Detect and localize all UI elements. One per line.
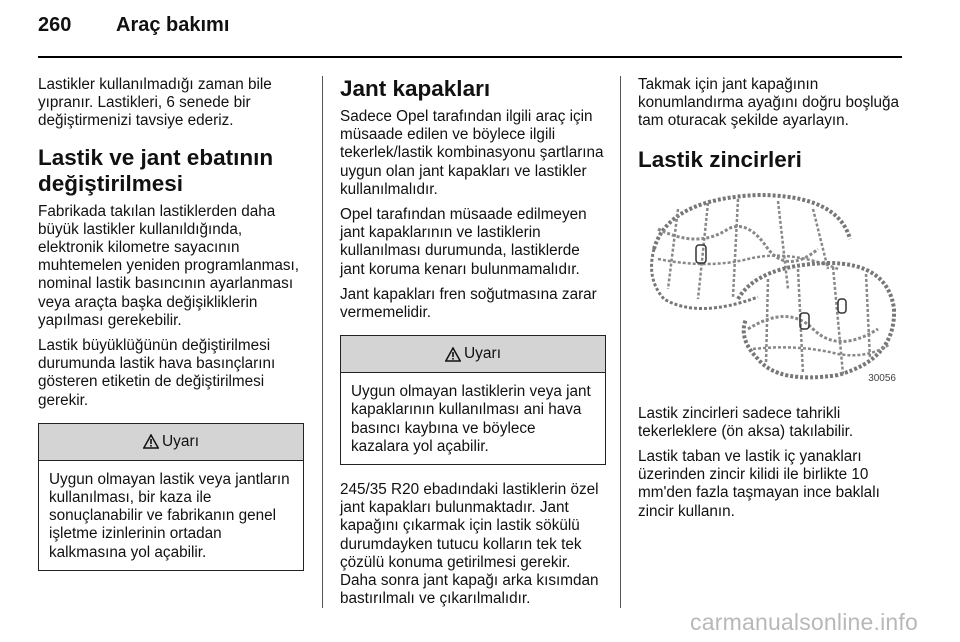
paragraph: Lastik zincirleri sadece tahrikli tekerleklere (ön aksa) takılabilir. bbox=[638, 404, 854, 440]
section-heading-wheel-covers: Jant kapakları bbox=[340, 76, 491, 101]
page-number: 260 bbox=[38, 14, 72, 36]
paragraph: Sadece Opel tarafından ilgili araç için müsaade edilen ve böylece ilgili tekerlek/lastik kombinasyonu şartlarına uygun olan jant kapakları ve lastikler kullanılmalıdır. bbox=[340, 108, 604, 198]
intro-paragraph: Lastikler kullanılmadığı zaman bile yıpranır. Lastikleri, 6 senede bir değiştirmenizi tavsiye ederiz. bbox=[38, 76, 272, 130]
warning-header bbox=[39, 424, 303, 461]
warning-text: Uygun olmayan lastik veya jantların kullanılması, bir kaza ile sonuçlanabilir ve fabrikanın genel işletme izinlerinin ortadan kalkmasına yol açabilir. bbox=[49, 470, 290, 561]
paragraph: Lastik büyüklüğünün değiştirilmesi durumunda lastik hava basınçlarını gösteren etiketin de değiştirilmesi gerekir. bbox=[38, 337, 276, 409]
section-heading-snow-chains: Lastik zincirleri bbox=[638, 146, 802, 172]
warning-title: Uyarı bbox=[463, 345, 502, 363]
column-1 bbox=[38, 76, 304, 571]
warning-box bbox=[38, 423, 304, 571]
figure-code: 30056 bbox=[868, 373, 896, 385]
watermark: carmanualsonline.info bbox=[690, 609, 918, 635]
paragraph: Lastik taban ve lastik iç yanakları üzerinden zincir kilidi ile birlikte 10 mm'den fazla taşmayan ince baklalı zincir kullanın. bbox=[638, 448, 880, 520]
column-divider bbox=[620, 76, 621, 608]
snow-chain-drawing bbox=[638, 179, 900, 395]
column-3 bbox=[638, 76, 904, 528]
warning-text: Uygun olmayan lastiklerin veya jant kapaklarının kullanılması ani hava basıncı kaybına ve böylece kazalara yol açabilir. bbox=[351, 383, 591, 455]
page-header bbox=[38, 14, 229, 37]
paragraph: 245/35 R20 ebadındaki lastiklerin özel jant kapakları bulunmaktadır. Jant kapağını çıkarmak için lastik sökülü durumdayken tutucu kolların tek tek çözülü konuma getirilmesi gerekir. Daha sonra jant kapağı arka kısımdan bastırılmalı ve çıkarılmalıdır. bbox=[340, 481, 599, 608]
paragraph: Takmak için jant kapağının konumlandırma ayağını doğru boşluğa tam oturacak şekilde ayarlayın. bbox=[638, 76, 900, 130]
warning-title: Uyarı bbox=[161, 432, 200, 450]
paragraph: Opel tarafından müsaade edilmeyen jant kapaklarının ve lastiklerin kullanılması durumunda, lastiklerde jant koruma kenarı bulunmamalıdır. bbox=[340, 206, 587, 278]
warning-box bbox=[340, 335, 606, 465]
paragraph: Fabrikada takılan lastiklerden daha büyük lastikler kullanıldığında, elektronik kilometre sayacının muhtemelen yeniden programlanması, nominal lastik basıncının ayarlanması veya araçta başka değişikliklerin yapılması gerekebilir. bbox=[38, 202, 300, 329]
column-2 bbox=[340, 76, 606, 615]
column-divider bbox=[322, 76, 323, 608]
snow-chain-illustration bbox=[638, 179, 900, 395]
warning-triangle-icon bbox=[143, 434, 159, 449]
warning-body bbox=[341, 373, 605, 464]
section-heading-tire-size: Lastik ve jant ebatının değiştirilmesi bbox=[38, 144, 274, 196]
paragraph: Jant kapakları fren soğutmasına zarar vermemelidir. bbox=[340, 285, 597, 322]
warning-body bbox=[39, 461, 303, 570]
warning-triangle-icon bbox=[445, 347, 461, 362]
chapter-title: Araç bakımı bbox=[116, 14, 230, 36]
warning-header bbox=[341, 336, 605, 373]
header-rule bbox=[38, 56, 902, 58]
